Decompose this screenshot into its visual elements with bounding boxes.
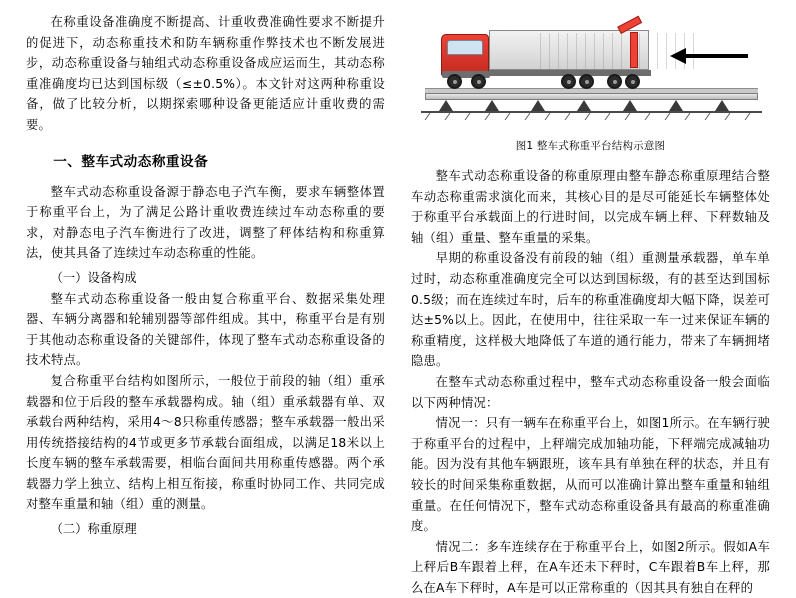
- left-arrow-icon: [670, 48, 748, 64]
- ground-hatch: [645, 113, 651, 120]
- platform-support: [485, 100, 499, 111]
- ground-hatch: [625, 113, 631, 120]
- crane-icon: [621, 26, 647, 72]
- figure-1-caption: 图1 整车式称重平台结构示意图: [515, 140, 666, 152]
- left-column: [26, 12, 385, 598]
- platform-support: [669, 100, 683, 111]
- paragraph-situation-two: 情况二：多车连续存在于称重平台上，如图2所示。假如A车上秤后B车跟着上秤，在A车还未下秤时，C车跟着B车上秤，那么在A车下秤时，A车是可以正常称重的（因其具有独自在秤的: [411, 539, 770, 595]
- ground-hatch: [705, 113, 711, 120]
- right-column: [411, 12, 770, 598]
- ground-hatch: [605, 113, 611, 120]
- paragraph-platform-structure: 复合称重平台结构如图所示，一般位于前段的轴（组）重承载器和位于后段的整车承载器构成。轴（组）重承载器有单、双承载台两种结构，采用4～8只称重传感器；整车承载器一般出采用传统搭接结构的4节或更多节承载台面组成，以满足18米以上长度车辆的整车承载需要，相临台面间共用称重传感器。两个承载器力学上独立、结构上相互衔接，称重时协同工作、共同完成对整车重量和轴（组）重的测量。: [26, 373, 385, 512]
- ground-hatch: [525, 113, 531, 120]
- truck-wheel: [607, 74, 622, 89]
- ground-line: [421, 111, 762, 113]
- platform-support: [623, 100, 637, 111]
- ground-hatch: [445, 113, 451, 120]
- truck-wheel: [561, 74, 576, 89]
- paragraph-early-equipment: 早期的称重设备没有前段的轴（组）重测量承载器，单车单过时，动态称重准确度完全可以达到国标级，有的甚至达到国标0.5级；而在连续过车时，后车的称重准确度却大幅下降，误差可达±5%以上。因此，在使用中，往往采取一车一过来保证车辆的称重精度，这样极大地降低了车道的通行能力，带来了车辆拥堵隐患。: [411, 251, 770, 369]
- paragraph-device-composition: 整车式动态称重设备一般由复合称重平台、数据采集处理器、车辆分离器和轮辅别器等部件组成。其中，称重平台是有别于其他动态称重设备的关键部件，体现了整车式动态称重设备的技术特点。: [26, 291, 385, 368]
- truck-wheel: [447, 74, 462, 89]
- cab-window: [447, 40, 483, 55]
- ground-hatch: [505, 113, 511, 120]
- ground-hatch: [725, 113, 731, 120]
- platform-support: [439, 100, 453, 111]
- ground-hatch: [465, 113, 471, 120]
- section-heading-1: 一、整车式动态称重设备: [53, 153, 209, 170]
- ground-hatch: [485, 113, 491, 120]
- subheading-weighing-principle: （二）称重原理: [50, 522, 137, 537]
- ground-hatch: [665, 113, 671, 120]
- paragraph-situation-one: 情况一：只有一辆车在称重平台上，如图1所示。在车辆行驶于称重平台的过程中，上秤端完成加轴功能，下秤端完成减轴功能。因为没有其他车辆跟班，该车具有单独在秤的状态，并且有较长的时间采集称重数据，从而可以准确计算出整车重量和轴组重量。在任何情况下，整车式动态称重设备具有最高的称重准确度。: [411, 416, 770, 534]
- ground-hatch: [685, 113, 691, 120]
- truck-wheel: [625, 74, 640, 89]
- paragraph-principle-origin: 整车式动态称重设备的称重原理由整车静态称重原理结合整车动态称重需求演化而来，其核心目的是尽可能延长车辆整体处于称重平台承载面上的行进时间，以完成车辆上秤、下秤数轴及轴（组）重量、整车重量的采集。: [411, 169, 770, 245]
- paragraph-intro: 在称重设备准确度不断提高、计重收费准确性要求不断提升的促进下，动态称重技术和防车辆称重作弊技术也不断发展进步，动态称重设备与轴组式动态称重设备成应运而生，其动态称重准确度均已达到国标级（≤±0.5%）。本文针对这两种称重设备，做了比较分析，以期探索哪种设备更能适应计重收费的需要。: [26, 15, 385, 132]
- figure-1-image: [411, 14, 770, 132]
- crane-post: [630, 32, 638, 68]
- platform-support: [577, 100, 591, 111]
- weighing-platform-diagram: [411, 14, 770, 132]
- ground-hatch: [545, 113, 551, 120]
- subheading-device-composition: （一）设备构成: [50, 270, 137, 285]
- truck-wheel: [471, 74, 486, 89]
- ground-hatch: [745, 113, 751, 120]
- paragraph-equipment-origin: 整车式动态称重设备源于静态电子汽车衡，要求车辆整体置于称重平台上，为了满足公路计重收费连续过车动态称重的要求，对静态电子汽车衡进行了改进，调整了秤体结构和称重算法，使其具备了连续过车动态称重的性能。: [26, 184, 385, 261]
- ground-hatch: [585, 113, 591, 120]
- ground-hatch: [425, 113, 431, 120]
- arrow-shaft: [684, 54, 748, 58]
- platform-support: [531, 100, 545, 111]
- platform-beam: [425, 93, 758, 100]
- truck-icon: [441, 30, 651, 88]
- truck-wheel: [579, 74, 594, 89]
- paragraph-two-situations: 在整车式动态称重过程中，整车式动态称重设备一般会面临以下两种情况：: [411, 374, 770, 410]
- ground-hatch: [565, 113, 571, 120]
- truck-cab: [441, 34, 489, 76]
- platform-support: [715, 100, 729, 111]
- two-column-layout: [26, 12, 770, 598]
